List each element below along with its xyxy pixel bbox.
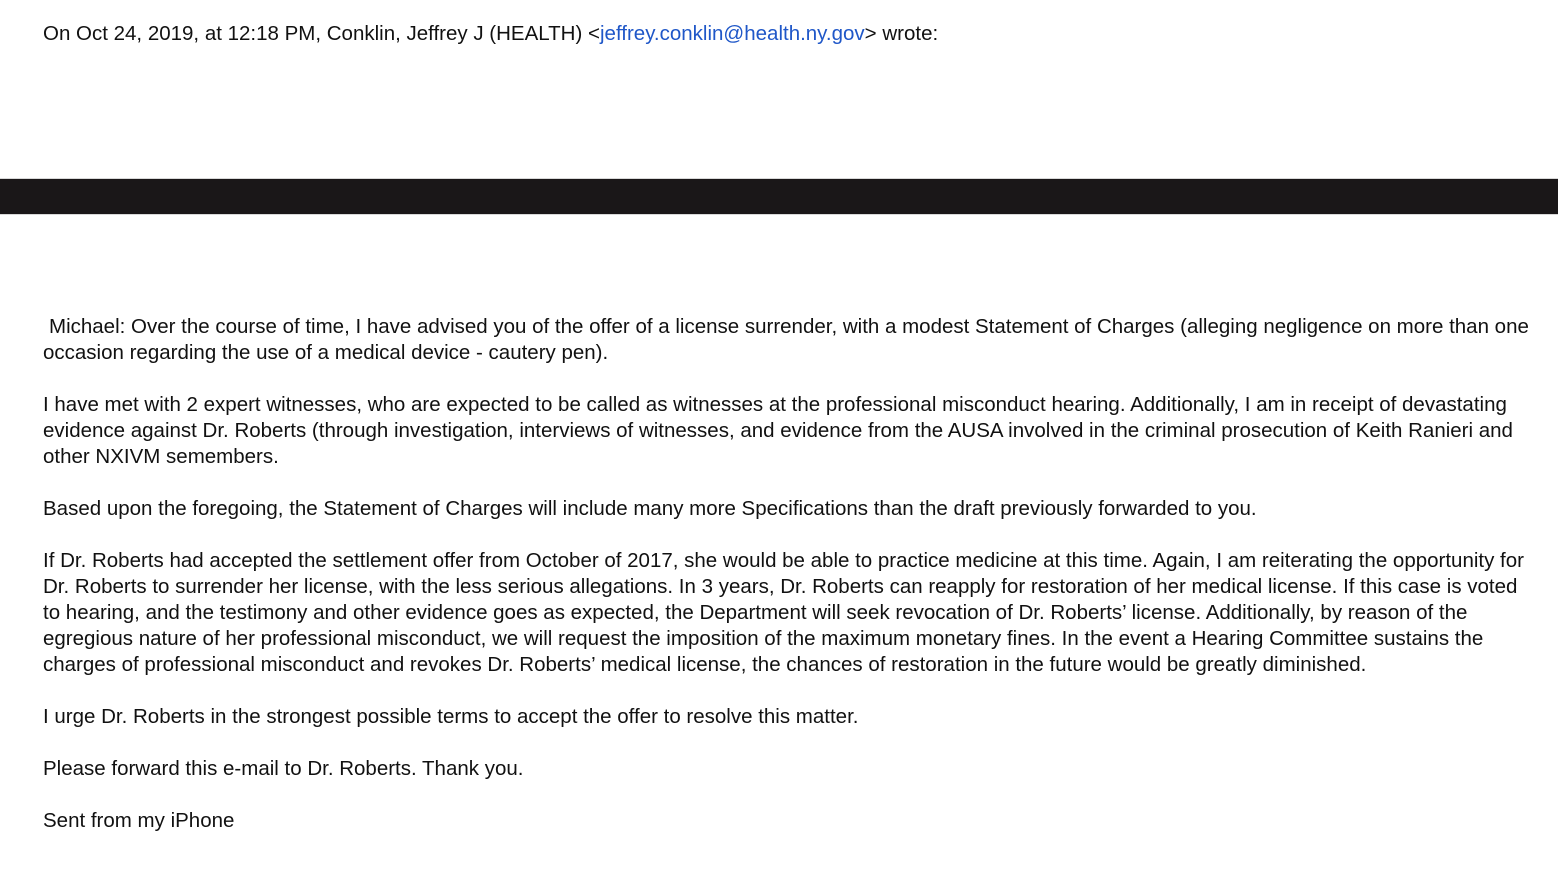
body-paragraph: Please forward this e-mail to Dr. Roberts. Thank you. — [43, 757, 524, 780]
header-prefix: On Oct 24, 2019, at 12:18 PM, Conklin, Jeffrey J (HEALTH) < — [43, 22, 600, 45]
body-paragraph: Based upon the foregoing, the Statement of Charges will include many more Specifications than the draft previously forwarded to you. — [43, 497, 1257, 520]
body-paragraph: If Dr. Roberts had accepted the settlement offer from October of 2017, she would be able to practice medicine at this time. Again, I am reiterating the opportunity for Dr. Roberts to surrender her license, with the less serious allegations. In 3 years, Dr. Roberts can reapply for restoration of her medical license. If this case is voted to hearing, and the testimony and other evidence goes as expected, the Department will seek revocation of Dr. Roberts’ license. Additionally, by reason of the egregious nature of her professional misconduct, we will request the imposition of the maximum monetary fines. In the event a Hearing Committee sustains the charges of professional misconduct and revokes Dr. Roberts’ medical license, the chances of restoration in the future would be greatly diminished. — [43, 549, 1524, 676]
body-paragraph: I have met with 2 expert witnesses, who are expected to be called as witnesses at the professional misconduct hearing. Additionally, I am in receipt of devastating evidence against Dr. Roberts (through investigation, interviews of witnesses, and evidence from the AUSA involved in the criminal prosecution of Keith Ranieri and other NXIVM semembers. — [43, 393, 1513, 468]
header-suffix: > wrote: — [864, 22, 939, 45]
sender-email-link[interactable]: jeffrey.conklin@health.ny.gov — [599, 22, 865, 45]
email-signature: Sent from my iPhone — [43, 809, 235, 832]
body-paragraph: Michael: Over the course of time, I have advised you of the offer of a license surrender, with a modest Statement of Charges (alleging negligence on more than one occasion regarding the use of a medical device - cautery pen). — [43, 315, 1529, 364]
body-paragraph: I urge Dr. Roberts in the strongest possible terms to accept the offer to resolve this matter. — [43, 705, 859, 728]
redaction-bar — [0, 179, 1558, 214]
email-quote-header — [43, 21, 938, 47]
email-body — [43, 314, 1538, 834]
